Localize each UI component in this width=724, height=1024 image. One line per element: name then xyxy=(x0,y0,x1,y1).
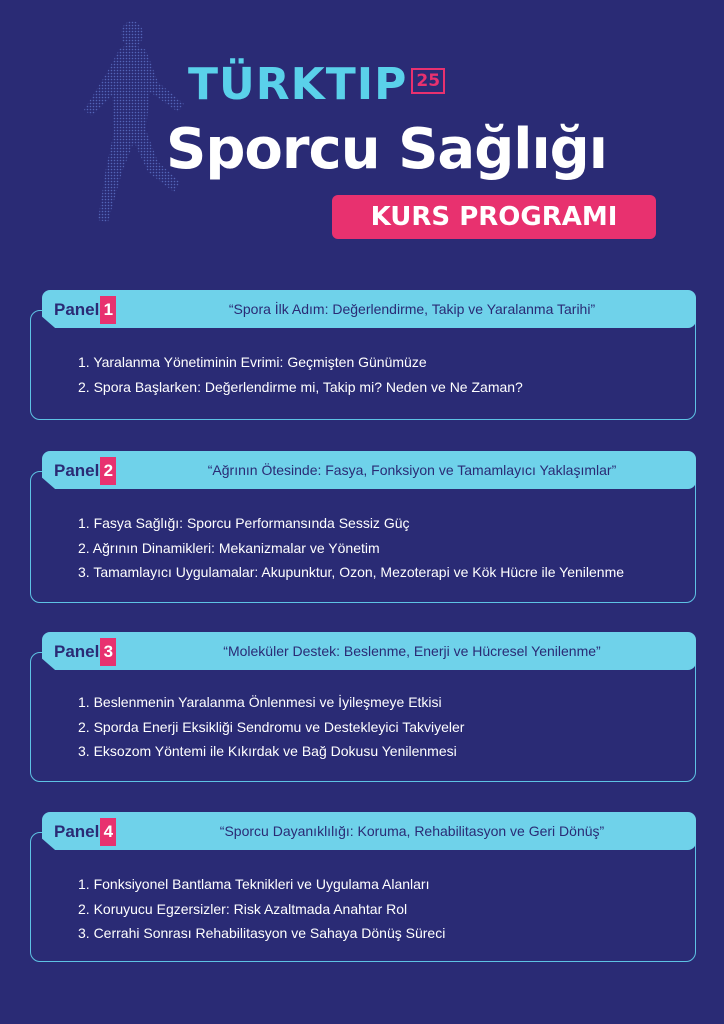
panel-number: 1 xyxy=(100,296,116,324)
list-item: 2. Koruyucu Egzersizler: Risk Azaltmada Anahtar Rol xyxy=(78,900,408,917)
panel-label xyxy=(54,638,116,666)
list-item: 2. Ağrının Dinamikleri: Mekanizmalar ve Yönetim xyxy=(78,539,380,556)
panel-title: “Spora İlk Adım: Değerlendirme, Takip ve Yaralanma Tarihi” xyxy=(228,301,596,317)
panel-number: 3 xyxy=(100,638,116,666)
panel-title: “Moleküler Destek: Beslenme, Enerji ve Hücresel Yenilenme” xyxy=(223,643,601,659)
panel-number: 4 xyxy=(100,818,116,846)
list-item: 3. Cerrahi Sonrası Rehabilitasyon ve Sahaya Dönüş Süreci xyxy=(78,925,446,941)
subtitle-badge: KURS PROGRAMI xyxy=(332,195,656,239)
brand-logo xyxy=(188,59,445,112)
list-item: 1. Beslenmenin Yaralanma Önlenmesi ve İyileşmeye Etkisi xyxy=(78,694,442,710)
list-item: 2. Spora Başlarken: Değerlendirme mi, Takip mi? Neden ve Ne Zaman? xyxy=(78,378,523,395)
panel-number: 2 xyxy=(100,457,116,485)
page-title: Sporcu Sağlığı xyxy=(166,117,607,182)
panel-item-list xyxy=(78,872,445,946)
panel-2 xyxy=(28,443,696,608)
panel-label-text: Panel xyxy=(54,642,100,661)
panel-3 xyxy=(28,624,696,789)
panel-title: “Sporcu Dayanıklılığı: Koruma, Rehabilitasyon ve Geri Dönüş” xyxy=(219,823,605,839)
panel-item-list xyxy=(78,350,523,399)
panel-label-text: Panel xyxy=(54,822,100,841)
list-item: 1. Fonksiyonel Bantlama Teknikleri ve Uygulama Alanları xyxy=(78,876,430,892)
brand-year: 25 xyxy=(411,68,445,94)
panel-label xyxy=(54,818,116,846)
panel-item-list xyxy=(78,690,464,764)
list-item: 1. Yaralanma Yönetiminin Evrimi: Geçmişten Günümüze xyxy=(78,354,427,370)
brand-name: TÜRKTIP xyxy=(188,59,408,110)
panel-label-text: Panel xyxy=(54,300,100,319)
panel-label-text: Panel xyxy=(54,461,100,480)
panel-4 xyxy=(28,804,696,969)
list-item: 1. Fasya Sağlığı: Sporcu Performansında Sessiz Güç xyxy=(78,515,410,531)
panel-1 xyxy=(28,282,696,422)
panel-label xyxy=(54,296,116,324)
panel-label xyxy=(54,457,116,485)
list-item: 3. Eksozom Yöntemi ile Kıkırdak ve Bağ Dokusu Yenilenmesi xyxy=(78,743,457,759)
list-item: 3. Tamamlayıcı Uygulamalar: Akupunktur, Ozon, Mezoterapi ve Kök Hücre ile Yenilenme xyxy=(78,564,625,580)
list-item: 2. Sporda Enerji Eksikliği Sendromu ve Destekleyici Takviyeler xyxy=(78,718,465,735)
panel-title: “Ağrının Ötesinde: Fasya, Fonksiyon ve Tamamlayıcı Yaklaşımlar” xyxy=(207,462,617,478)
panel-item-list xyxy=(78,511,624,585)
